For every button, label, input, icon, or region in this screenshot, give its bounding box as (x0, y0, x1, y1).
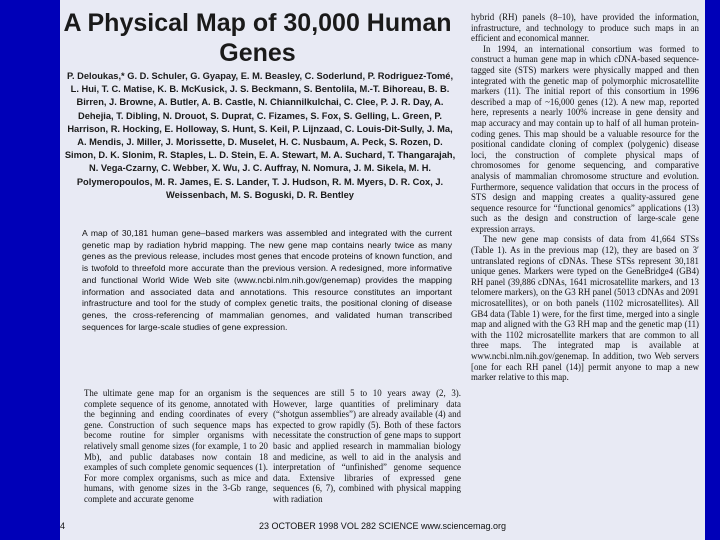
body-column-2 (273, 388, 461, 505)
page-number: 4 (60, 521, 66, 531)
article-title: A Physical Map of 30,000 Human Genes (63, 9, 452, 67)
body-column-3 (471, 12, 699, 383)
col1-paragraph: The ultimate gene map for an organism is the complete sequence of its genome, annotated with the beginning and ending coordinates of every gene. Construction of such sequence maps has become routine for simpler organisms with relatively small genome sizes (for example, 1 to 20 Mb), and public databases now contain 18 examples of such complete genomic sequences (1). For more complex organisms, such as mice and humans, with genome sizes in the 3-Gb range, complete and accurate genome (84, 388, 268, 504)
journal-footer: 23 OCTOBER 1998 VOL 282 SCIENCE www.sciencemag.org (258, 521, 507, 531)
col3-paragraph-1: hybrid (RH) panels (8–10), have provided the information, infrastructure, and technology to produce such maps in an efficient and economical manner. (471, 12, 699, 44)
col3-paragraph-2: In 1994, an international consortium was formed to construct a human gene map in which cDNA-based sequence-tagged site (STS) markers were physically mapped and then integrated with the genetic map of polymorphic microsatellite markers (11). The initial report of this consortium in 1996 described a map of ~16,000 genes (12). A new map, reported here, represents a nearly 100% increase in gene density and map accuracy and may contain up to half of all human protein-coding genes. This map should be a valuable resource for the positional candidate cloning of complex (polygenic) disease loci, the construction of complete physical maps of chromosomes for genome sequencing, and comparative analysis of mammalian chromosome structure and evolution. Furthermore, sequence validation that occurs in the process of STS design and mapping creates a quality-assured gene sequence resource for “functional genomics” applications (13) such as the design and construction of large-scale gene expression arrays. (471, 43, 699, 234)
author-list: P. Deloukas,* G. D. Schuler, G. Gyapay, E. M. Beasley, C. Soderlund, P. Rodriguez-Tomé, L. Hui, T. C. Matise, K. B. McKusick, J. S. Beckmann, S. Bentolila, M.-T. Bihoreau, B. B. Birren, J. Browne, A. Butler, A. B. Castle, N. Chiannilkulchai, C. Clee, P. J. R. Day, A. Dehejia, T. Dibling, N. Drouot, S. Duprat, C. Fizames, S. Fox, S. Gelling, L. Green, P. Harrison, R. Hocking, E. Holloway, S. Hunt, S. Keil, P. Lijnzaad, C. Louis-Dit-Sully, J. Ma, A. Mendis, J. Miller, J. Morissette, D. Muselet, H. C. Nusbaum, A. Peck, S. Rozen, D. Simon, D. K. Slonim, R. Staples, L. D. Stein, E. A. Stewart, M. A. Suchard, T. Thangarajah, N. Vega-Czarny, C. Webber, X. Wu, J. C. Auffray, N. Nomura, J. M. Sikela, M. H. Polymeropoulos, M. R. James, E. S. Lander, T. J. Hudson, R. M. Myers, D. R. Cox, J. Weissenbach, M. S. Boguski, D. R. Bentley (64, 71, 456, 200)
col2-paragraph: sequences are still 5 to 10 years away (2, 3). However, large quantities of preliminary data (“shotgun assemblies”) are already available (4) and expected to grow rapidly (5). Both of these factors necessitate the construction of gene maps to support basic and applied research in mammalian biology and medicine, as well to aid in the analysis and interpretation of “unfinished” genome sequence data. Extensive libraries of expressed gene sequences (6, 7), combined with physical mapping with radiation (273, 388, 461, 504)
body-column-1 (84, 388, 268, 505)
col3-paragraph-3: The new gene map consists of data from 41,664 STSs (Table 1). As in the previous map (12), they are based on 3′ untranslated regions of cDNAs. These STSs represent 30,181 unique genes. Markers were typed on the GeneBridge4 (GB4) RH panel (39,886 cDNAs, 1641 microsatellite markers, and 13 telomere markers), on the G3 RH panel (5013 cDNAs and 2091 microsatellites), or on both panels (1102 microsatellites). All GB4 data (Table 1) were, for the first time, merged into a single map and aligned with the G3 RH map and the genetic map (11) with the 1102 microsatellite markers that are common to all three maps. The integrated map is available at www.ncbi.nlm.nih.gov/genemap. In addition, two Web servers [one for each RH panel (14)] permit anyone to map a new marker relative to this map. (471, 234, 699, 383)
abstract: A map of 30,181 human gene–based markers was assembled and integrated with the current genetic map by radiation hybrid mapping. The new gene map contains nearly twice as many genes as the previous release, includes most genes that encode proteins of known function, and is twofold to threefold more accurate than the previous version. A redesigned, more informative and functional World Wide Web site (www.ncbi.nlm.nih.gov/genemap) provides the mapping information and associated data and annotations. This resource constitutes an important infrastructure and tool for the study of complex genetic traits, the positional cloning of disease genes, the cross-referencing of mammalian genomes, and validated human transcribed sequences for large-scale studies of gene expression. (82, 228, 452, 332)
paper-page (60, 0, 705, 540)
